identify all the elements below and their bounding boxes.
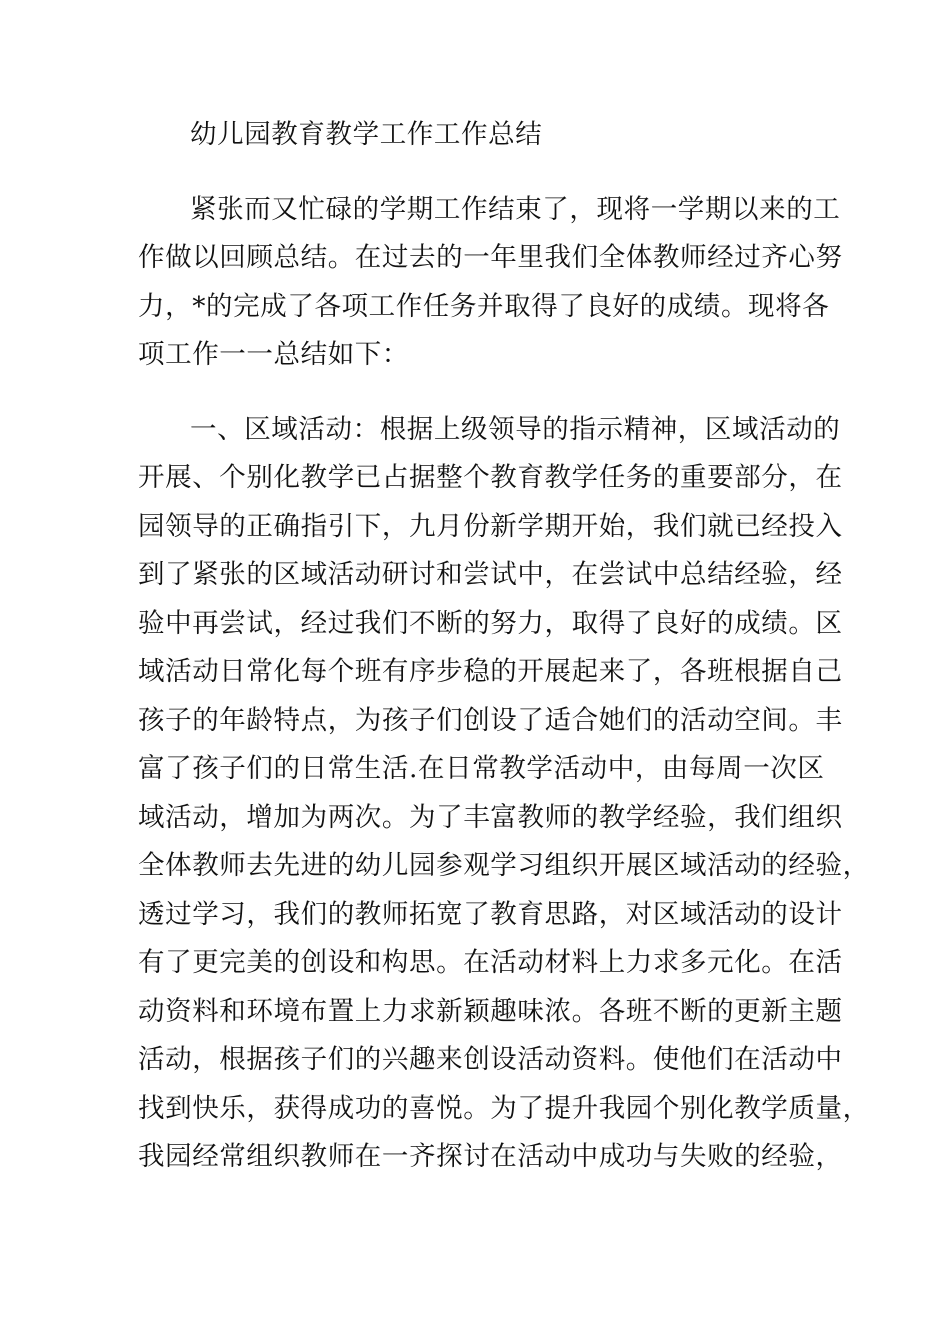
- text-line: 透过学习，我们的教师拓宽了教育思路，对区域活动的设计: [138, 899, 843, 930]
- text-line: 作做以回顾总结。在过去的一年里我们全体教师经过齐心努: [138, 242, 843, 273]
- text-line: 到了紧张的区域活动研讨和尝试中，在尝试中总结经验，经: [138, 559, 843, 590]
- document-title: 幼儿园教育教学工作工作总结: [190, 119, 543, 150]
- text-line: 开展、个别化教学已占据整个教育教学任务的重要部分，在: [138, 462, 843, 493]
- text-line: 富了孩子们的日常生活.在日常教学活动中，由每周一次区: [138, 753, 825, 784]
- text-line: 一、区域活动：根据上级领导的指示精神，区域活动的: [190, 414, 841, 445]
- text-line: 园领导的正确指引下，九月份新学期开始，我们就已经投入: [138, 511, 843, 542]
- text-line: 域活动，增加为两次。为了丰富教师的教学经验，我们组织: [138, 802, 843, 833]
- text-line: 动资料和环境布置上力求新颖趣味浓。各班不断的更新主题: [138, 996, 843, 1027]
- text-line: 验中再尝试，经过我们不断的努力，取得了良好的成绩。区: [138, 608, 843, 639]
- text-line: 紧张而又忙碌的学期工作结束了，现将一学期以来的工: [190, 194, 841, 225]
- text-line: 找到快乐，获得成功的喜悦。为了提升我园个别化教学质量，: [138, 1093, 870, 1124]
- text-line: 域活动日常化每个班有序步稳的开展起来了，各班根据自己: [138, 656, 843, 687]
- text-line: 我园经常组织教师在一齐探讨在活动中成功与失败的经验，: [138, 1141, 843, 1172]
- text-line: 项工作一一总结如下：: [138, 339, 409, 370]
- text-line: 有了更完美的创设和构思。在活动材料上力求多元化。在活: [138, 947, 843, 978]
- text-line: 全体教师去先进的幼儿园参观学习组织开展区域活动的经验，: [138, 850, 870, 881]
- text-line: 力，*的完成了各项工作任务并取得了良好的成绩。现将各: [138, 291, 830, 322]
- text-line: 孩子的年龄特点，为孩子们创设了适合她们的活动空间。丰: [138, 705, 843, 736]
- text-line: 活动，根据孩子们的兴趣来创设活动资料。使他们在活动中: [138, 1044, 843, 1075]
